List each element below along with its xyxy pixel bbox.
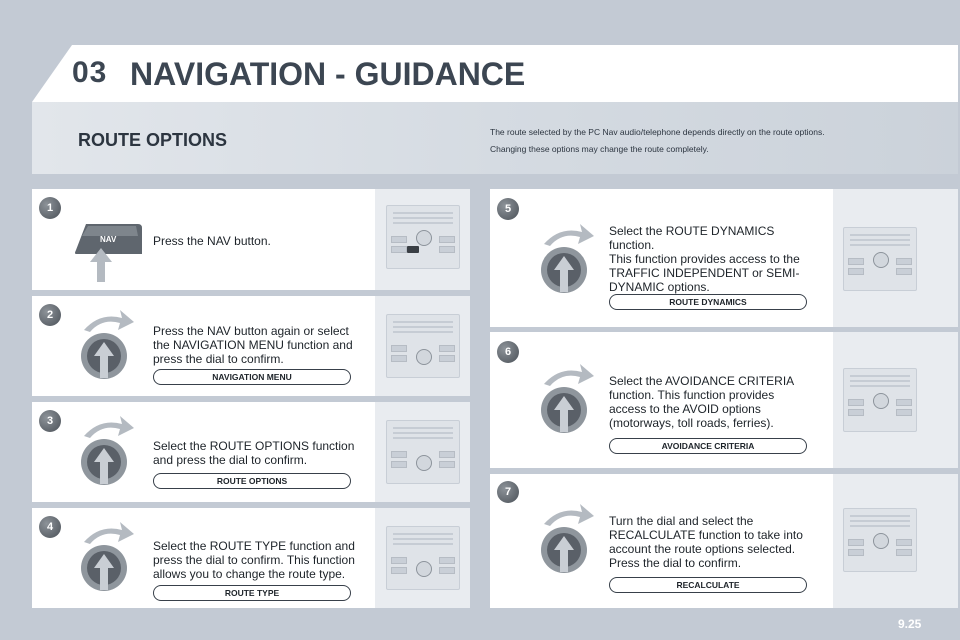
step-2-text: Press the NAV button again or select the NAVIGATION MENU function and press the dial to confirm. — [153, 324, 353, 366]
step-2-radio-thumbnail — [375, 296, 470, 396]
recalculate-label: RECALCULATE — [609, 577, 807, 593]
chapter-number: 03 — [72, 56, 108, 89]
step-4-number-badge: 4 — [39, 516, 61, 538]
step-5-text: Select the ROUTE DYNAMICS function. This function provides access to the TRAFFIC INDEPENDENT or SEMI- DYNAMIC options. — [609, 224, 800, 294]
route-type-label: ROUTE TYPE — [153, 585, 351, 601]
rotary-dial-icon — [70, 306, 140, 386]
step-7-number-badge: 7 — [497, 481, 519, 503]
step-6-text: Select the AVOIDANCE CRITERIA function. This function provides access to the AVOID options (motorways, toll roads, ferries). — [609, 374, 795, 430]
rotary-dial-icon — [530, 500, 600, 580]
step-1-radio-thumbnail — [375, 189, 470, 290]
step-5-radio-thumbnail — [833, 189, 958, 327]
step-2-number-badge: 2 — [39, 304, 61, 326]
step-3-radio-thumbnail — [375, 402, 470, 502]
nav-button-label: NAV — [100, 235, 117, 244]
step-6-number-badge: 6 — [497, 341, 519, 363]
radio-unit-image — [386, 526, 460, 590]
section-title: ROUTE OPTIONS — [78, 130, 228, 150]
step-6-radio-thumbnail — [833, 332, 958, 468]
step-3-text: Select the ROUTE OPTIONS function and press the dial to confirm. — [153, 439, 355, 467]
radio-unit-image — [386, 314, 460, 378]
navigation-menu-label: NAVIGATION MENU — [153, 369, 351, 385]
step-4-radio-thumbnail — [375, 508, 470, 608]
rotary-dial-icon — [70, 518, 140, 598]
step-5-number-badge: 5 — [497, 198, 519, 220]
rotary-dial-icon — [530, 220, 600, 300]
step-3-number-badge: 3 — [39, 410, 61, 432]
radio-unit-image — [843, 368, 917, 432]
radio-unit-image — [386, 420, 460, 484]
rotary-dial-icon — [530, 360, 600, 440]
step-7-text: Turn the dial and select the RECALCULATE function to take into account the route options selected. Press the dial to confirm. — [609, 514, 803, 570]
route-options-label: ROUTE OPTIONS — [153, 473, 351, 489]
rotary-dial-icon — [70, 412, 140, 492]
avoidance-criteria-label: AVOIDANCE CRITERIA — [609, 438, 807, 454]
page-number: 9.25 — [898, 617, 922, 631]
intro-text-line-1: The route selected by the PC Nav audio/telephone depends directly on the route options. — [490, 127, 825, 137]
radio-unit-image — [843, 227, 917, 291]
radio-unit-image — [843, 508, 917, 572]
press-arrow-icon — [88, 246, 114, 284]
page-title: NAVIGATION - GUIDANCE — [130, 56, 526, 92]
route-dynamics-label: ROUTE DYNAMICS — [609, 294, 807, 310]
header-corner — [32, 45, 72, 102]
step-4-text: Select the ROUTE TYPE function and press the dial to confirm. This function allows you to change the route type. — [153, 539, 355, 581]
radio-unit-image — [386, 205, 460, 269]
step-1-number-badge: 1 — [39, 197, 61, 219]
intro-text-line-2: Changing these options may change the route completely. — [490, 144, 709, 154]
step-7-radio-thumbnail — [833, 474, 958, 608]
step-1-text: Press the NAV button. — [153, 234, 271, 248]
